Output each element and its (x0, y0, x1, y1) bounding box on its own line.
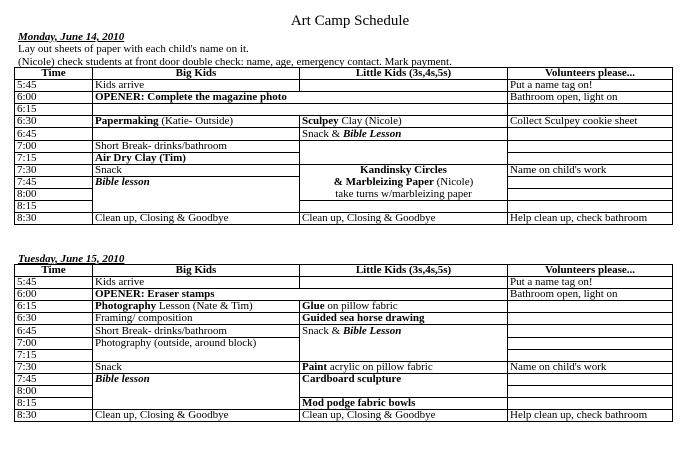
table-row (15, 385, 673, 397)
volunteer-cell: Put a name tag on! (508, 80, 673, 92)
table-row (15, 337, 673, 349)
time-cell: 8:15 (15, 398, 93, 410)
little-kids-cell (300, 176, 508, 188)
big-kids-cell (93, 201, 300, 213)
header-little-kids: Little Kids (3s,4s,5s) (300, 68, 508, 80)
little-kids-cell (300, 152, 508, 164)
table-row (15, 164, 673, 176)
header-time: Time (15, 265, 93, 277)
table-row (15, 80, 673, 92)
big-kids-cell (93, 398, 300, 410)
header-little-kids: Little Kids (3s,4s,5s) (300, 265, 508, 277)
opener-cell: OPENER: Complete the magazine photo (93, 92, 508, 104)
little-kids-cell: Cardboard sculpture (300, 373, 508, 385)
time-cell: 8:00 (15, 385, 93, 397)
activity-name: Glue (302, 300, 325, 313)
big-kids-cell (93, 349, 300, 361)
time-cell: 7:30 (15, 361, 93, 373)
big-kids-cell: Bible lesson (93, 176, 300, 188)
little-kids-cell: Clean up, Closing & Goodbye (300, 213, 508, 225)
volunteer-cell: Help clean up, check bathroom (508, 410, 673, 422)
time-cell: 8:00 (15, 188, 93, 200)
activity-name: Paint (302, 361, 328, 373)
little-kids-cell (300, 337, 508, 349)
table-row (15, 277, 673, 289)
activity-name: Sculpey (302, 115, 339, 128)
table-row (15, 289, 673, 301)
activity-detail: on pillow fabric (324, 300, 398, 313)
volunteer-cell (508, 128, 673, 140)
table-row (15, 301, 673, 313)
little-kids-cell (300, 361, 508, 373)
little-kids-cell (300, 385, 508, 397)
little-kids-cell (300, 201, 508, 213)
big-kids-cell (93, 128, 300, 140)
table-row (15, 213, 673, 225)
time-cell: 7:00 (15, 337, 93, 349)
big-kids-cell (93, 116, 300, 128)
time-cell: 6:45 (15, 325, 93, 337)
table-row (15, 176, 673, 188)
volunteer-text: Collect (510, 115, 545, 128)
volunteer-cell: Help clean up, check bathroom (508, 213, 673, 225)
big-kids-cell: Short Break- drinks/bathroom (93, 140, 300, 152)
activity-detail: Lesson (Nate & Tim) (156, 300, 253, 313)
time-cell: 7:45 (15, 176, 93, 188)
activity-detail: Bible Lesson (342, 324, 402, 337)
time-cell: 7:15 (15, 349, 93, 361)
big-kids-cell: Kids arrive (93, 80, 300, 92)
table-row (15, 128, 673, 140)
table-row (15, 361, 673, 373)
activity-detail: (Katie- Outside) (158, 115, 234, 128)
table-row (15, 201, 673, 213)
activity-name: Snack & (302, 324, 343, 337)
little-kids-cell (300, 325, 508, 337)
volunteer-cell (508, 152, 673, 164)
big-kids-cell (93, 188, 300, 200)
little-kids-cell (300, 301, 508, 313)
table-header-row (15, 68, 673, 80)
time-cell: 7:30 (15, 164, 93, 176)
setup-note: Lay out sheets of paper with each child's name on it. (18, 43, 249, 55)
volunteer-text: cookie sheet (579, 115, 638, 128)
big-kids-cell: Short Break- drinks/bathroom (93, 325, 300, 337)
header-big-kids: Big Kids (93, 68, 300, 80)
big-kids-cell: Bible lesson (93, 373, 300, 385)
time-cell: 6:15 (15, 104, 93, 116)
volunteer-cell (508, 349, 673, 361)
little-kids-cell: Kandinsky Circles (300, 164, 508, 176)
volunteer-cell: Name on child's work (508, 164, 673, 176)
table-row (15, 104, 673, 116)
big-kids-cell: Photography (outside, around block) (93, 337, 300, 349)
little-kids-cell (300, 140, 508, 152)
table-row (15, 152, 673, 164)
little-kids-cell: Clean up, Closing & Goodbye (300, 410, 508, 422)
time-cell: 6:45 (15, 128, 93, 140)
big-kids-cell: Framing/ composition (93, 313, 300, 325)
activity-name: Mod podge (302, 397, 355, 410)
time-cell: 5:45 (15, 80, 93, 92)
activity-name: Papermaking (95, 115, 159, 128)
volunteer-cell (508, 140, 673, 152)
page-title: Art Camp Schedule (290, 13, 410, 29)
day-heading-tuesday: Tuesday, June 15, 2010 (18, 253, 125, 265)
time-cell: 5:45 (15, 277, 93, 289)
big-kids-cell (93, 301, 300, 313)
table-row (15, 349, 673, 361)
table-row (15, 140, 673, 152)
time-cell: 6:00 (15, 289, 93, 301)
activity-detail: Bible Lesson (342, 127, 402, 140)
volunteer-cell (508, 313, 673, 325)
little-kids-cell: Guided sea horse drawing (300, 313, 508, 325)
big-kids-cell: Snack (93, 164, 300, 176)
header-volunteers: Volunteers please... (508, 68, 673, 80)
activity-detail: acrylic on pillow fabric (327, 361, 433, 373)
time-cell: 6:15 (15, 301, 93, 313)
time-cell: 7:45 (15, 373, 93, 385)
table-row (15, 116, 673, 128)
volunteer-cell (508, 188, 673, 200)
little-kids-cell: take turns w/marbleizing paper (300, 188, 508, 200)
volunteer-cell: Put a name tag on! (508, 277, 673, 289)
big-kids-cell: Clean up, Closing & Goodbye (93, 410, 300, 422)
time-cell: 6:30 (15, 313, 93, 325)
big-kids-cell (93, 385, 300, 397)
volunteer-cell (508, 201, 673, 213)
big-kids-cell: Clean up, Closing & Goodbye (93, 213, 300, 225)
table-row (15, 398, 673, 410)
big-kids-cell: Air Dry Clay (Tim) (93, 152, 300, 164)
schedule-table-monday (14, 67, 673, 225)
volunteer-cell (508, 176, 673, 188)
header-volunteers: Volunteers please... (508, 265, 673, 277)
header-time: Time (15, 68, 93, 80)
little-kids-cell (300, 398, 508, 410)
little-kids-cell (300, 349, 508, 361)
volunteer-cell (508, 385, 673, 397)
table-row (15, 188, 673, 200)
activity-detail: fabric bowls (354, 397, 416, 410)
volunteer-cell (508, 398, 673, 410)
little-kids-cell (300, 80, 508, 92)
big-kids-cell (93, 104, 508, 116)
checkin-note: (Nicole) check students at front door double check: name, age, emergency contact. Mark payment. (18, 56, 452, 68)
volunteer-cell (508, 116, 673, 128)
table-header-row (15, 265, 673, 277)
opener-cell: OPENER: Eraser stamps (93, 289, 508, 301)
day-heading-monday: Monday, June 14, 2010 (18, 31, 125, 43)
table-row (15, 325, 673, 337)
activity-name: Photography (95, 300, 157, 313)
header-big-kids: Big Kids (93, 265, 300, 277)
volunteer-text: Sculpey (544, 115, 580, 128)
time-cell: 6:00 (15, 92, 93, 104)
volunteer-cell (508, 301, 673, 313)
activity-detail: (Nicole) (433, 176, 474, 188)
volunteer-cell (508, 325, 673, 337)
time-cell: 8:30 (15, 213, 93, 225)
big-kids-cell: Kids arrive (93, 277, 300, 289)
time-cell: 8:15 (15, 201, 93, 213)
volunteer-cell (508, 373, 673, 385)
volunteer-cell: Bathroom open, light on (508, 289, 673, 301)
activity-name: & Marbleizing Paper (333, 176, 434, 188)
activity-name: Snack & (302, 127, 343, 140)
volunteer-cell (508, 337, 673, 349)
table-row (15, 410, 673, 422)
table-row (15, 92, 673, 104)
activity-detail: Clay (Nicole) (338, 115, 402, 128)
time-cell: 6:30 (15, 116, 93, 128)
big-kids-cell: Snack (93, 361, 300, 373)
little-kids-cell (300, 128, 508, 140)
little-kids-cell (300, 277, 508, 289)
time-cell: 7:15 (15, 152, 93, 164)
table-row (15, 313, 673, 325)
time-cell: 8:30 (15, 410, 93, 422)
time-cell: 7:00 (15, 140, 93, 152)
volunteer-cell: Name on child's work (508, 361, 673, 373)
volunteer-cell (508, 104, 673, 116)
table-row (15, 373, 673, 385)
little-kids-cell (300, 116, 508, 128)
schedule-table-tuesday (14, 264, 673, 422)
volunteer-cell: Bathroom open, light on (508, 92, 673, 104)
